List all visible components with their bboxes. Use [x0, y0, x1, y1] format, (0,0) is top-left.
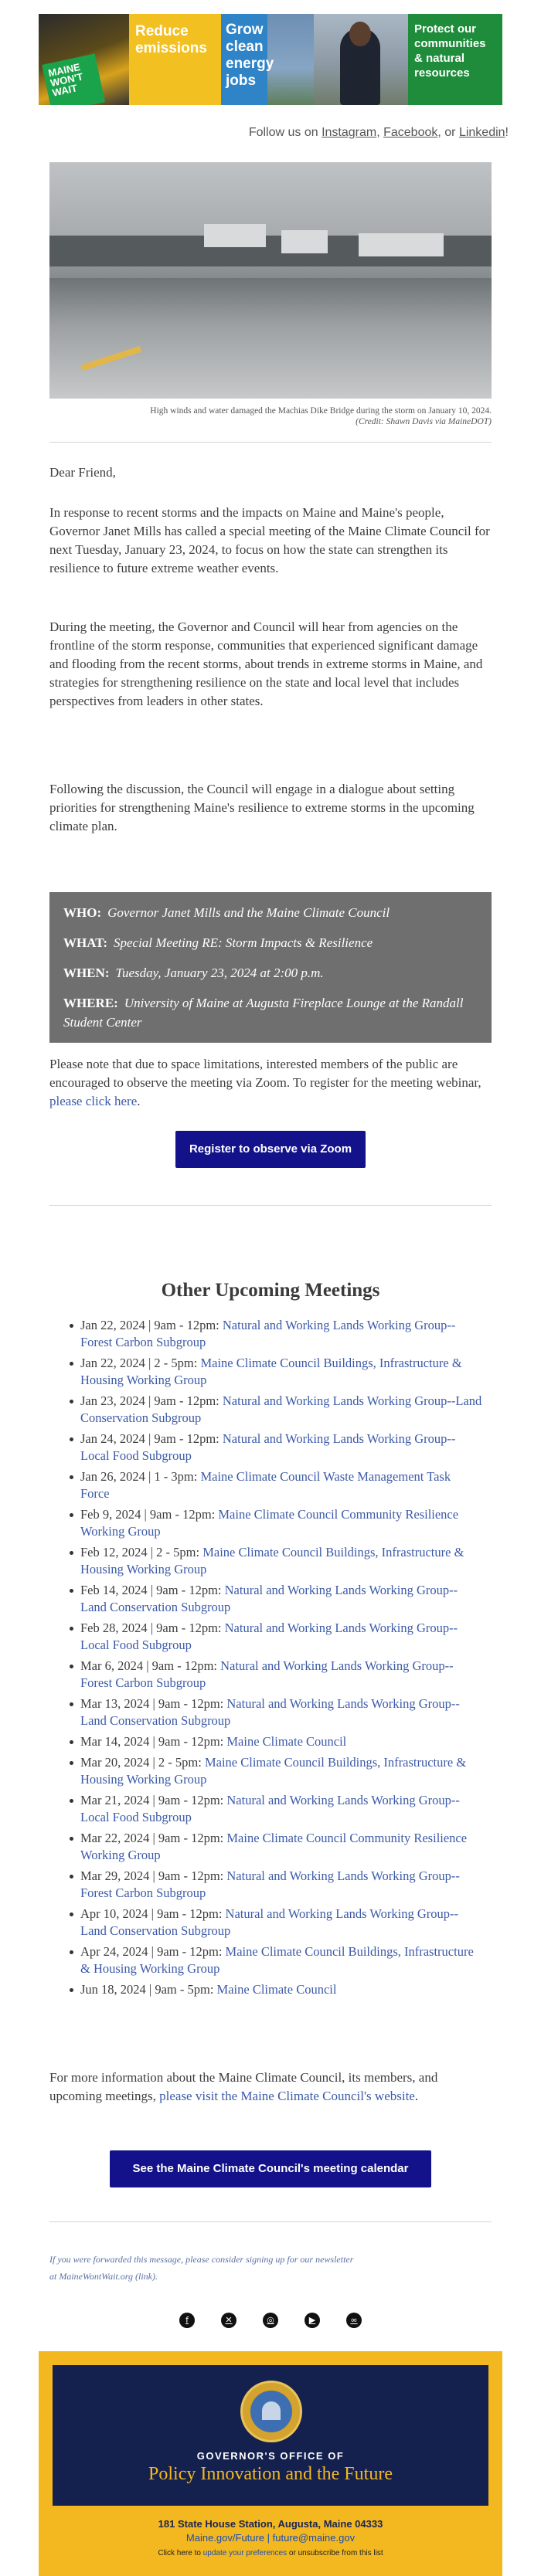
youtube-icon[interactable]: ▶: [305, 2313, 320, 2328]
meeting-date: Feb 28, 2024 | 9am - 12pm:: [80, 1621, 225, 1635]
meeting-date: Feb 14, 2024 | 9am - 12pm:: [80, 1583, 225, 1597]
meeting-date: Jan 26, 2024 | 1 - 3pm:: [80, 1469, 201, 1484]
meeting-date: Jan 22, 2024 | 9am - 12pm:: [80, 1318, 223, 1332]
meeting-item: [80, 1733, 482, 1750]
meeting-date: Feb 9, 2024 | 9am - 12pm:: [80, 1507, 219, 1522]
meeting-date: Jan 24, 2024 | 9am - 12pm:: [80, 1431, 223, 1446]
register-link[interactable]: please click here: [49, 1094, 138, 1108]
paragraph-3: Following the discussion, the Council will engage in a dialogue about setting priorities for strengthening Maine's resilience to extreme storms in the upcoming climate plan.: [49, 782, 475, 833]
state-house-seal-icon: [240, 2381, 302, 2442]
linkedin-link[interactable]: Linkedin: [458, 126, 505, 139]
meeting-item: [80, 1695, 482, 1729]
forwarded-note: If you were forwarded this message, please consider signing up for our newsletter at MaineWontWait.org (link).: [49, 2251, 492, 2285]
newsletter-signup-link[interactable]: at MaineWontWait.org (link).: [49, 2271, 158, 2282]
meeting-date: Mar 21, 2024 | 9am - 12pm:: [80, 1793, 227, 1807]
meeting-link[interactable]: Natural and Working Lands Working Group--Land Conservation Subgroup: [80, 1583, 458, 1614]
meeting-link[interactable]: Natural and Working Lands Working Group--Forest Carbon Subgroup: [80, 1318, 456, 1349]
facebook-link[interactable]: Facebook: [383, 126, 438, 139]
meeting-date: Jan 23, 2024 | 9am - 12pm:: [80, 1393, 223, 1408]
divider: [49, 1205, 492, 1206]
upcoming-meetings-list: [80, 1317, 482, 2002]
link-icon[interactable]: ∞: [346, 2313, 362, 2328]
social-icons-row: [0, 2313, 541, 2328]
update-preferences-link[interactable]: update your preferences: [202, 2549, 288, 2557]
meeting-details-box: [49, 892, 492, 1043]
meeting-date: Mar 29, 2024 | 9am - 12pm:: [80, 1868, 227, 1883]
banner-person-image: [314, 14, 408, 105]
meeting-item: [80, 1868, 482, 1902]
preferences-line: Click here to update your preferences or unsubscribe from this list: [158, 2549, 383, 2557]
meeting-link[interactable]: Maine Climate Council Community Resilience Working Group: [80, 1507, 459, 1539]
meeting-item: [80, 1431, 482, 1464]
zoom-note: Please note that due to space limitations, interested members of the public are encouraged to observe the meeting via Zoom. To register for the meeting webinar, please click here.: [49, 1057, 481, 1108]
meeting-item: [80, 1906, 482, 1940]
meeting-link[interactable]: Maine Climate Council: [226, 1734, 347, 1749]
banner-protect-communities: Protect our communities & natural resources: [408, 14, 502, 105]
what-row: WHAT: Special Meeting RE: Storm Impacts & Resilience: [63, 935, 373, 950]
meeting-date: Mar 22, 2024 | 9am - 12pm:: [80, 1831, 227, 1845]
meeting-link[interactable]: Maine Climate Council Buildings, Infrastructure & Housing Working Group: [80, 1545, 464, 1576]
office-name: Policy Innovation and the Future: [148, 2464, 393, 2484]
greeting: Dear Friend,: [49, 465, 116, 480]
instagram-icon[interactable]: ◎: [263, 2313, 278, 2328]
meeting-link[interactable]: Natural and Working Lands Working Group--Local Food Subgroup: [80, 1431, 456, 1463]
meeting-link[interactable]: Natural and Working Lands Working Group--Local Food Subgroup: [80, 1621, 458, 1652]
banner-landscape-image: [267, 14, 314, 105]
banner-clean-energy-jobs: Grow clean energy jobs: [221, 14, 267, 105]
facebook-icon[interactable]: f: [179, 2313, 195, 2328]
meeting-item: [80, 1658, 482, 1692]
social-follow-line: Follow us on Instagram, Facebook, or Linkedin!: [248, 126, 509, 139]
storm-damage-photo: [49, 162, 492, 399]
meeting-item: [80, 1544, 482, 1578]
meeting-link[interactable]: Natural and Working Lands Working Group--Land Conservation Subgroup: [80, 1393, 482, 1425]
header-banner: [39, 14, 502, 105]
footer-address: 181 State House Station, Augusta, Maine 04333 Maine.gov/Future | future@maine.gov: [39, 2517, 502, 2545]
where-row: WHERE: University of Maine at Augusta Fireplace Lounge at the Randall Student Center: [63, 996, 464, 1030]
meeting-date: Mar 14, 2024 | 9am - 12pm:: [80, 1734, 227, 1749]
paragraph-2: During the meeting, the Governor and Council will hear from agencies on the frontline of the storm response, communities that experienced significant damage and flooding from the recent storms, about trends in extreme storms in Maine, and strategies for strengthening resilience on the state and local level that includes perspectives from leaders in other states.: [49, 619, 483, 708]
more-info: For more information about the Maine Climate Council, its members, and upcoming meetings, please visit the Maine Climate Council's website.: [49, 2070, 438, 2103]
register-zoom-button[interactable]: Register to observe via Zoom: [175, 1131, 366, 1168]
meeting-date: Mar 13, 2024 | 9am - 12pm:: [80, 1696, 227, 1711]
maine-wont-wait-logo: MAINE WON'T WAIT: [42, 53, 105, 105]
who-row: WHO: Governor Janet Mills and the Maine Climate Council: [63, 905, 390, 920]
meeting-link[interactable]: Natural and Working Lands Working Group--Land Conservation Subgroup: [80, 1906, 459, 1938]
divider: [49, 442, 492, 443]
meeting-item: [80, 1317, 482, 1351]
meeting-date: Apr 24, 2024 | 9am - 12pm:: [80, 1944, 226, 1959]
meeting-item: [80, 1468, 482, 1502]
meeting-link[interactable]: Natural and Working Lands Working Group--Forest Carbon Subgroup: [80, 1868, 460, 1900]
climate-council-website-link[interactable]: please visit the Maine Climate Council's website: [159, 2089, 415, 2103]
meeting-date: Jun 18, 2024 | 9am - 5pm:: [80, 1982, 217, 1997]
meeting-link[interactable]: Maine Climate Council Community Resilience Working Group: [80, 1831, 468, 1862]
meeting-link[interactable]: Maine Climate Council Buildings, Infrastructure & Housing Working Group: [80, 1944, 474, 1976]
upcoming-meetings-title: Other Upcoming Meetings: [161, 1280, 380, 1301]
office-label: GOVERNOR'S OFFICE OF: [196, 2450, 345, 2462]
divider: [49, 2221, 492, 2222]
meeting-date: Apr 10, 2024 | 9am - 12pm:: [80, 1906, 226, 1921]
meeting-item: [80, 1981, 482, 1998]
footer-logo-panel: [53, 2365, 488, 2506]
meeting-link[interactable]: Maine Climate Council Waste Management Task Force: [80, 1469, 451, 1501]
banner-reduce-emissions: Reduce emissions: [129, 14, 221, 105]
meeting-calendar-button[interactable]: See the Maine Climate Council's meeting calendar: [110, 2150, 431, 2187]
meeting-link[interactable]: Maine Climate Council: [216, 1982, 337, 1997]
meeting-date: Mar 6, 2024 | 9am - 12pm:: [80, 1658, 221, 1673]
meeting-item: [80, 1506, 482, 1540]
meeting-date: Jan 22, 2024 | 2 - 5pm:: [80, 1356, 201, 1370]
x-icon[interactable]: ✕: [221, 2313, 236, 2328]
meeting-item: [80, 1582, 482, 1616]
meeting-link[interactable]: Maine Climate Council Buildings, Infrastructure & Housing Working Group: [80, 1356, 462, 1387]
when-row: WHEN: Tuesday, January 23, 2024 at 2:00 p.m.: [63, 966, 324, 980]
footer-web-link[interactable]: Maine.gov/Future | future@maine.gov: [185, 2532, 356, 2544]
meeting-item: [80, 1355, 482, 1389]
meeting-item: [80, 1754, 482, 1788]
meeting-date: Mar 20, 2024 | 2 - 5pm:: [80, 1755, 205, 1770]
meeting-item: [80, 1620, 482, 1654]
meeting-item: [80, 1943, 482, 1977]
meeting-link[interactable]: Natural and Working Lands Working Group--Local Food Subgroup: [80, 1793, 460, 1824]
banner-truck-image: [39, 14, 129, 105]
meeting-item: [80, 1393, 482, 1427]
paragraph-1: In response to recent storms and the impacts on Maine and Maine's people, Governor Janet Mills has called a special meeting of the Maine Climate Council for next Tuesday, January 23, 2024, to focus on how the state can strengthen its resilience to future extreme weather events.: [49, 505, 490, 575]
meeting-link[interactable]: Natural and Working Lands Working Group--Land Conservation Subgroup: [80, 1696, 460, 1728]
instagram-link[interactable]: Instagram: [322, 126, 377, 139]
meeting-link[interactable]: Maine Climate Council Buildings, Infrastructure & Housing Working Group: [80, 1755, 467, 1787]
meeting-date: Feb 12, 2024 | 2 - 5pm:: [80, 1545, 203, 1560]
footer: [39, 2351, 502, 2576]
meeting-item: [80, 1830, 482, 1864]
meeting-item: [80, 1792, 482, 1826]
photo-caption: High winds and water damaged the Machias Dike Bridge during the storm on January 10, 2024. (Credit: Shawn Davis via MaineDOT): [150, 406, 492, 426]
meeting-link[interactable]: Natural and Working Lands Working Group--Forest Carbon Subgroup: [80, 1658, 454, 1690]
